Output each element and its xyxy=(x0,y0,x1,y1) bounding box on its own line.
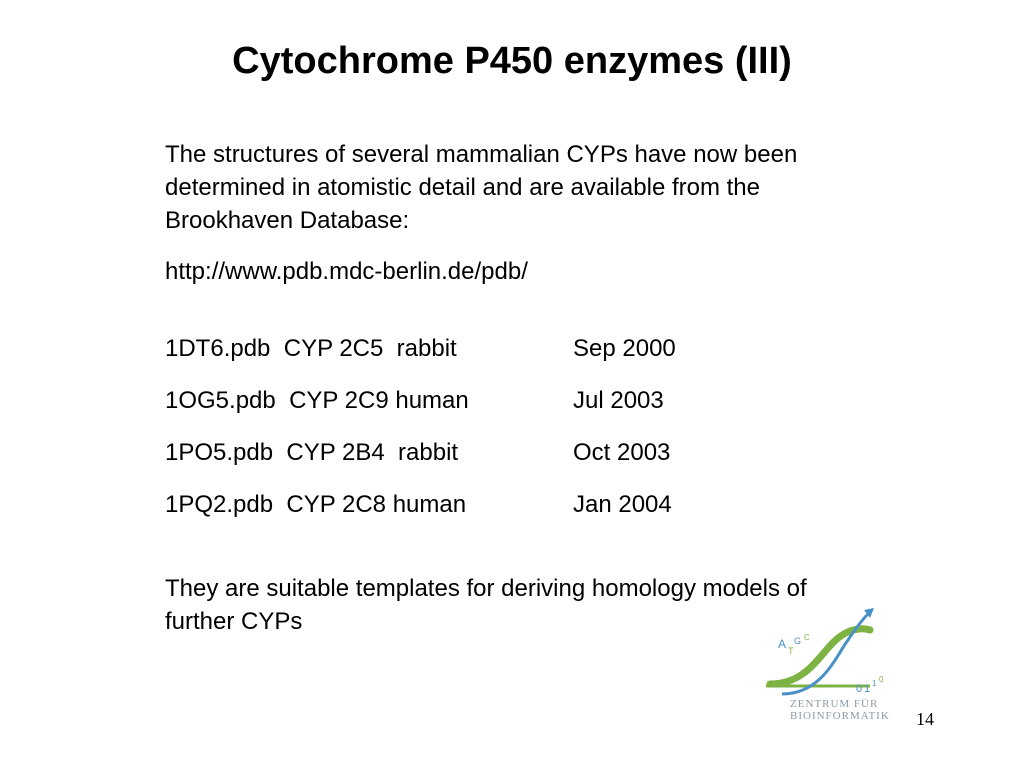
intro-paragraph: The structures of several mammalian CYPs have now been determined in atomistic detail and are available from the Brookhaven Database: xyxy=(165,141,798,234)
pdb-entry: 1PO5.pdb CYP 2B4 rabbit xyxy=(165,439,459,466)
conclusion-paragraph: They are suitable templates for deriving homology models of further CYPs xyxy=(165,575,807,635)
pdb-date: Jan 2004 xyxy=(573,491,672,518)
pdb-date: Jul 2003 xyxy=(573,387,664,414)
database-url: http://www.pdb.mdc-berlin.de/pdb/ xyxy=(165,258,528,285)
logo-letter-a: A xyxy=(778,637,787,651)
pdb-entry: 1PQ2.pdb CYP 2C8 human xyxy=(165,491,467,518)
pdb-row xyxy=(165,332,676,384)
slide-title: Cytochrome P450 enzymes (III) xyxy=(232,40,792,82)
logo-line-2: BIOINFORMATIK xyxy=(790,710,890,722)
bioinformatik-logo xyxy=(752,606,912,728)
pdb-row xyxy=(165,436,671,488)
logo-letter-t: T xyxy=(788,646,794,656)
logo-digit: 0 xyxy=(879,675,884,684)
logo-letter-c: C xyxy=(804,633,810,642)
logo-digit: 1 xyxy=(864,683,871,695)
pdb-row xyxy=(165,384,664,436)
pdb-date: Sep 2000 xyxy=(573,335,676,362)
logo-digit: 1 xyxy=(872,679,877,688)
pdb-entry: 1DT6.pdb CYP 2C5 rabbit xyxy=(165,335,457,362)
pdb-date: Oct 2003 xyxy=(573,439,671,466)
pdb-entry: 1OG5.pdb CYP 2C9 human xyxy=(165,387,469,414)
logo-wordmark xyxy=(790,698,910,722)
logo-letter-g: G xyxy=(794,636,802,646)
pdb-row xyxy=(165,488,672,540)
page-number: 14 xyxy=(916,709,934,729)
logo-digit: 0 xyxy=(856,683,863,695)
pdb-structure-list xyxy=(165,332,676,540)
logo-line-1: ZENTRUM FÜR xyxy=(790,698,879,710)
logo-graphic xyxy=(752,606,912,706)
